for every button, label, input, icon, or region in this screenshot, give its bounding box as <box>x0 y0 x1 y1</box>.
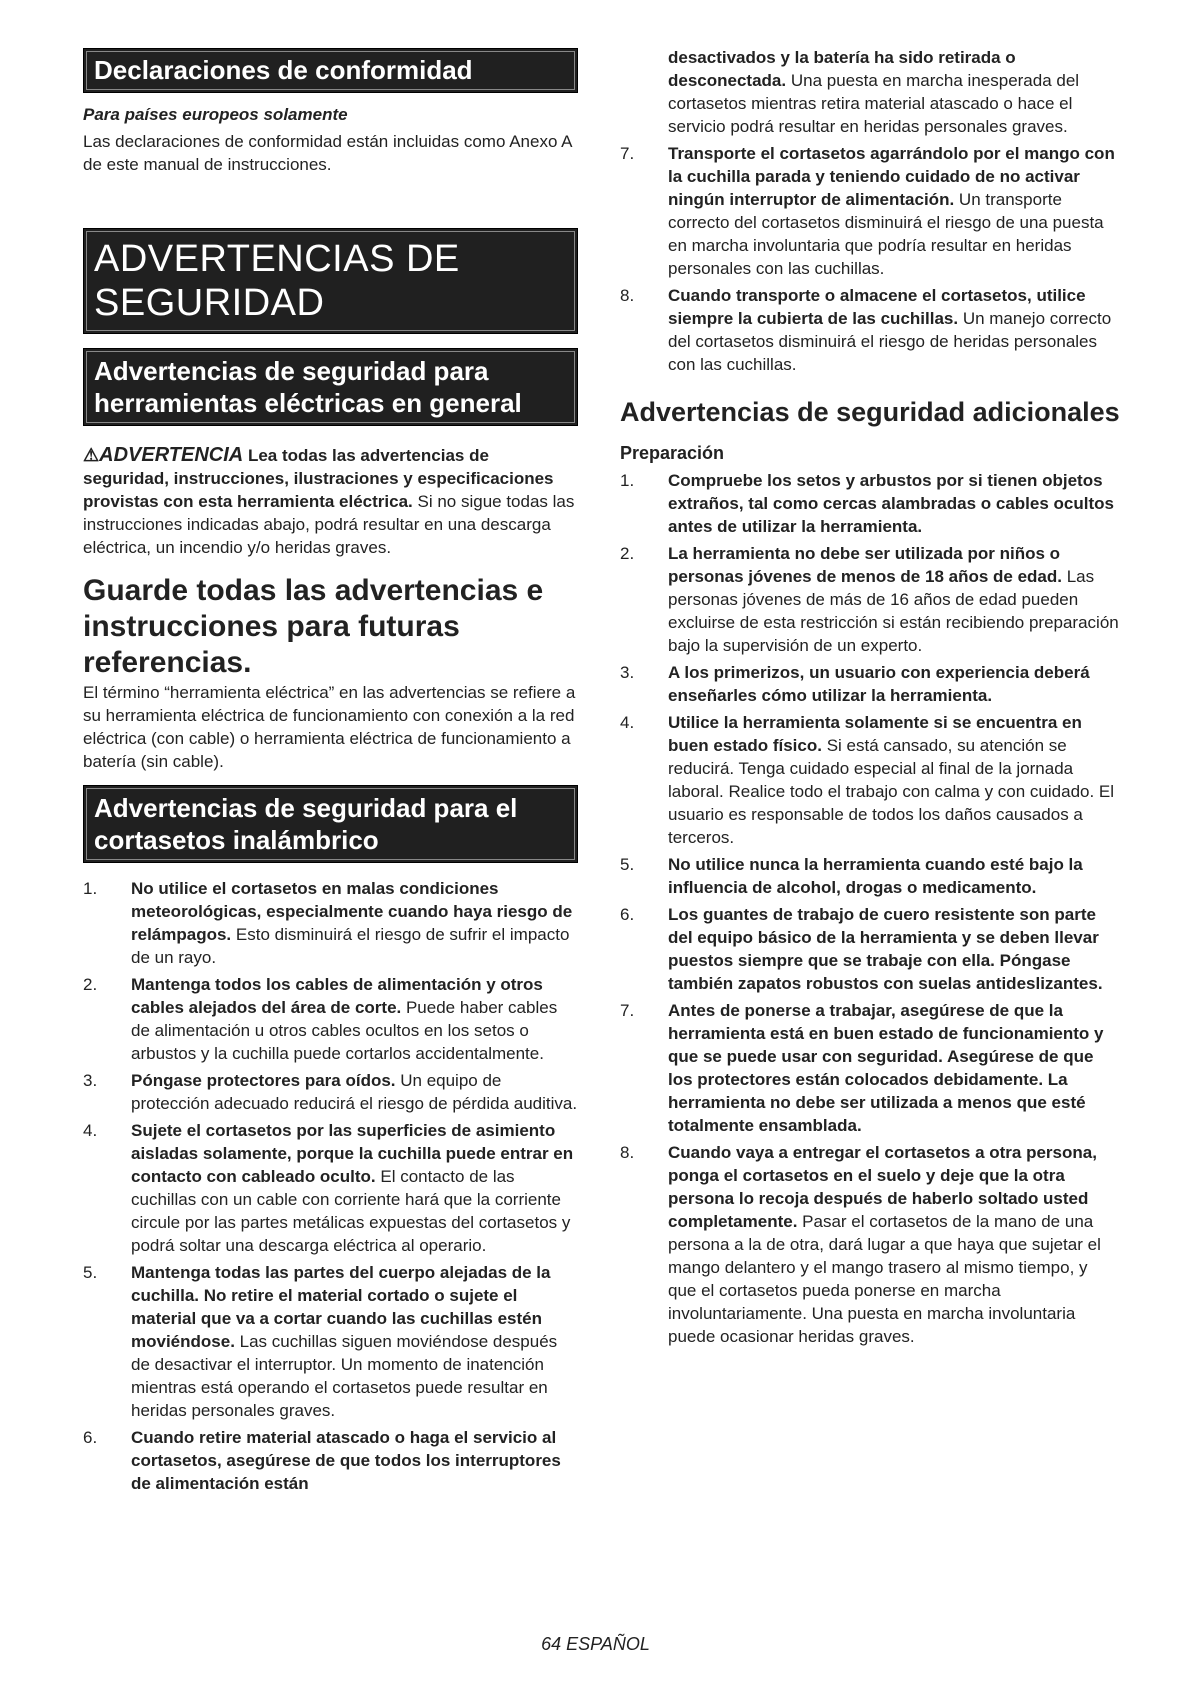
list-item-text: Pasar el cortasetos de la mano de una persona a la de otra, dará lugar a que haya que sujetar el mango delantero y el mango trasero al mismo tiempo, y que el cortasetos pueda ponerse en marcha involuntariamente. Una puesta en marcha involuntaria puede ocasionar heridas graves. <box>668 1212 1101 1346</box>
list-item-bold: Antes de ponerse a trabajar, asegúrese de que la herramienta está en buen estado de funcionamiento y que se puede usar con seguridad. Asegúrese de que los protectores están colocados debidamente. La herramienta no debe ser utilizada a menos que esté totalmente ensamblada. <box>668 1001 1104 1135</box>
list-item-bold: No utilice el cortasetos en malas condiciones meteorológicas, especialmente cuando haya riesgo de relámpagos. <box>131 879 573 944</box>
keep-instructions-heading: Guarde todas las advertencias e instrucciones para futuras referencias. <box>83 574 544 679</box>
list-item <box>620 853 1120 899</box>
preparation-label: Preparación <box>620 443 725 463</box>
list-item <box>620 711 1120 849</box>
list-item-bold: Transporte el cortasetos agarrándolo por el mango con la cuchilla parada y teniendo cuidado de no activar ningún interruptor de alimentación. <box>668 144 1115 209</box>
list-item-number: 1. <box>83 879 98 898</box>
warning-triangle-icon: ⚠ <box>83 445 100 465</box>
warning-label: ADVERTENCIA <box>99 444 244 466</box>
list-item <box>620 542 1120 657</box>
list-item-text: Las cuchillas siguen moviéndose después de desactivar el interruptor. Un momento de inatención mientras está operando el cortasetos puede resultar en heridas personales graves. <box>131 1332 558 1420</box>
list-item-number: 2. <box>620 544 635 563</box>
list-item <box>620 661 1120 707</box>
list-item-text: Un transporte correcto del cortasetos disminuirá el riesgo de una puesta en marcha involuntaria que podría resultar en heridas personales con las cuchillas. <box>668 190 1104 278</box>
list-item-bold: Mantenga todas las partes del cuerpo alejadas de la cuchilla. No retire el material cortado o sujete el material que va a cortar cuando las cuchillas estén moviéndose. <box>131 1263 551 1351</box>
list-item-number: 8. <box>620 286 635 305</box>
list-item <box>620 1141 1120 1348</box>
list-item-bold: Cuando transporte o almacene el cortasetos, utilice siempre la cubierta de las cuchillas. <box>668 286 1086 328</box>
list-item-number: 5. <box>620 855 635 874</box>
conformity-heading: Declaraciones de conformidad <box>83 48 578 93</box>
list-item-number: 6. <box>620 905 635 924</box>
list-item-bold: Compruebe los setos y arbustos por si tienen objetos extraños, tal como cercas alambradas o cables ocultos antes de utilizar la herramienta. <box>668 471 1114 536</box>
list-item-number: 1. <box>620 471 635 490</box>
list-item-number: 4. <box>620 713 635 732</box>
list-item <box>620 284 1120 376</box>
list-item-bold: Cuando vaya a entregar el cortasetos a otra persona, ponga el cortasetos en el suelo y deje que la otra persona lo recoja después de haberlo soltado usted completamente. <box>668 1143 1097 1231</box>
list-item-bold: Cuando retire material atascado o haga el servicio al cortasetos, asegúrese de que todos los interruptores de alimentación están <box>131 1428 561 1493</box>
safety-main-heading: ADVERTENCIAS DE SEGURIDAD <box>83 228 578 334</box>
keep-instructions-text: El término “herramienta eléctrica” en las advertencias se refiere a su herramienta eléctrica de funcionamiento con conexión a la red eléctrica (con cable) o herramienta eléctrica de funcionamiento a batería (sin cable). <box>83 683 576 771</box>
list-item-text: Las personas jóvenes de más de 16 años de edad pueden excluirse de esta restricción si están recibiendo preparación bajo la supervisión de un experto. <box>668 567 1119 655</box>
list-item-text: Un manejo correcto del cortasetos disminuirá el riesgo de heridas personales con las cuchillas. <box>668 309 1112 374</box>
warning-paragraph <box>83 444 578 559</box>
cordless-safety-list <box>83 877 578 1495</box>
right-column <box>620 46 1120 1352</box>
list-item-bold: Sujete el cortasetos por las superficies de asimiento aisladas solamente, porque la cuchilla puede entrar en contacto con cableado oculto. <box>131 1121 574 1186</box>
list-item-bold: Utilice la herramienta solamente si se encuentra en buen estado físico. <box>668 713 1082 755</box>
list-item <box>620 999 1120 1137</box>
list-item-text: Puede haber cables de alimentación u otros cables ocultos en los setos o arbustos y la cuchilla puede cortarlos accidentalmente. <box>131 998 558 1063</box>
list-item <box>620 142 1120 280</box>
conformity-subheading: Para países europeos solamente <box>83 105 348 124</box>
list-item-text: Esto disminuirá el riesgo de sufrir el impacto de un rayo. <box>131 925 570 967</box>
list-item-bold: Los guantes de trabajo de cuero resistente son parte del equipo básico de la herramienta y se deben llevar puestos siempre que se trabaje con ella. Póngase también zapatos robustos con suelas antideslizantes. <box>668 905 1103 993</box>
general-safety-heading: Advertencias de seguridad para herramientas eléctricas en general <box>83 348 578 426</box>
list-item-text: Un equipo de protección adecuado reducirá el riesgo de pérdida auditiva. <box>131 1071 578 1113</box>
list-item-number: 3. <box>83 1071 98 1090</box>
list-item-number: 6. <box>83 1428 98 1447</box>
list-item-text: Si está cansado, su atención se reducirá. Tenga cuidado especial al final de la jornada laboral. Realice todo el trabajo con calma y con cuidado. El usuario es responsable de todos los daños causados a terceros. <box>668 736 1115 847</box>
list-item-text: El contacto de las cuchillas con un cable con corriente hará que la corriente circule por las partes metálicas expuestas del cortasetos y podrá soltar una descarga eléctrica al operario. <box>131 1167 571 1255</box>
warning-text: Si no sigue todas las instrucciones indicadas abajo, podrá resultar en una descarga eléctrica, un incendio y/o heridas graves. <box>83 492 575 557</box>
continued-item <box>620 46 1120 138</box>
list-item-bold: No utilice nunca la herramienta cuando esté bajo la influencia de alcohol, drogas o medicamento. <box>668 855 1083 897</box>
cordless-safety-heading: Advertencias de seguridad para el cortasetos inalámbrico <box>83 785 578 863</box>
preparation-list <box>620 469 1120 1348</box>
list-item-number: 7. <box>620 1001 635 1020</box>
cordless-safety-list-continued <box>620 142 1120 376</box>
list-item-number: 2. <box>83 975 98 994</box>
list-item-number: 7. <box>620 144 635 163</box>
list-item <box>83 877 578 969</box>
conformity-text: Las declaraciones de conformidad están incluidas como Anexo A de este manual de instrucciones. <box>83 132 572 174</box>
list-item-number: 5. <box>83 1263 98 1282</box>
list-item <box>620 469 1120 538</box>
continued-text: Una puesta en marcha inesperada del cortasetos mientras retira material atascado o hace el servicio podrá resultar en heridas personales graves. <box>668 71 1080 136</box>
list-item-bold: La herramienta no debe ser utilizada por niños o personas jóvenes de menos de 18 años de edad. <box>668 544 1062 586</box>
list-item-number: 8. <box>620 1143 635 1162</box>
page-footer: 64 ESPAÑOL <box>541 1634 650 1654</box>
list-item <box>83 1426 578 1495</box>
additional-safety-heading: Advertencias de seguridad adicionales <box>620 397 1120 427</box>
list-item-bold: A los primerizos, un usuario con experiencia deberá enseñarles cómo utilizar la herramienta. <box>668 663 1090 705</box>
list-item-bold: Póngase protectores para oídos. <box>131 1071 396 1090</box>
list-item <box>83 1261 578 1422</box>
list-item-number: 4. <box>83 1121 98 1140</box>
list-item <box>83 973 578 1065</box>
left-column <box>83 48 578 1499</box>
list-item-number: 3. <box>620 663 635 682</box>
list-item <box>83 1119 578 1257</box>
list-item <box>83 1069 578 1115</box>
warning-bold: Lea todas las advertencias de seguridad, instrucciones, ilustraciones y especificaciones provistas con esta herramienta eléctrica. <box>83 446 554 511</box>
continued-bold: desactivados y la batería ha sido retirada o desconectada. <box>668 48 1016 90</box>
list-item-bold: Mantenga todos los cables de alimentación y otros cables alejados del área de corte. <box>131 975 543 1017</box>
list-item <box>620 903 1120 995</box>
